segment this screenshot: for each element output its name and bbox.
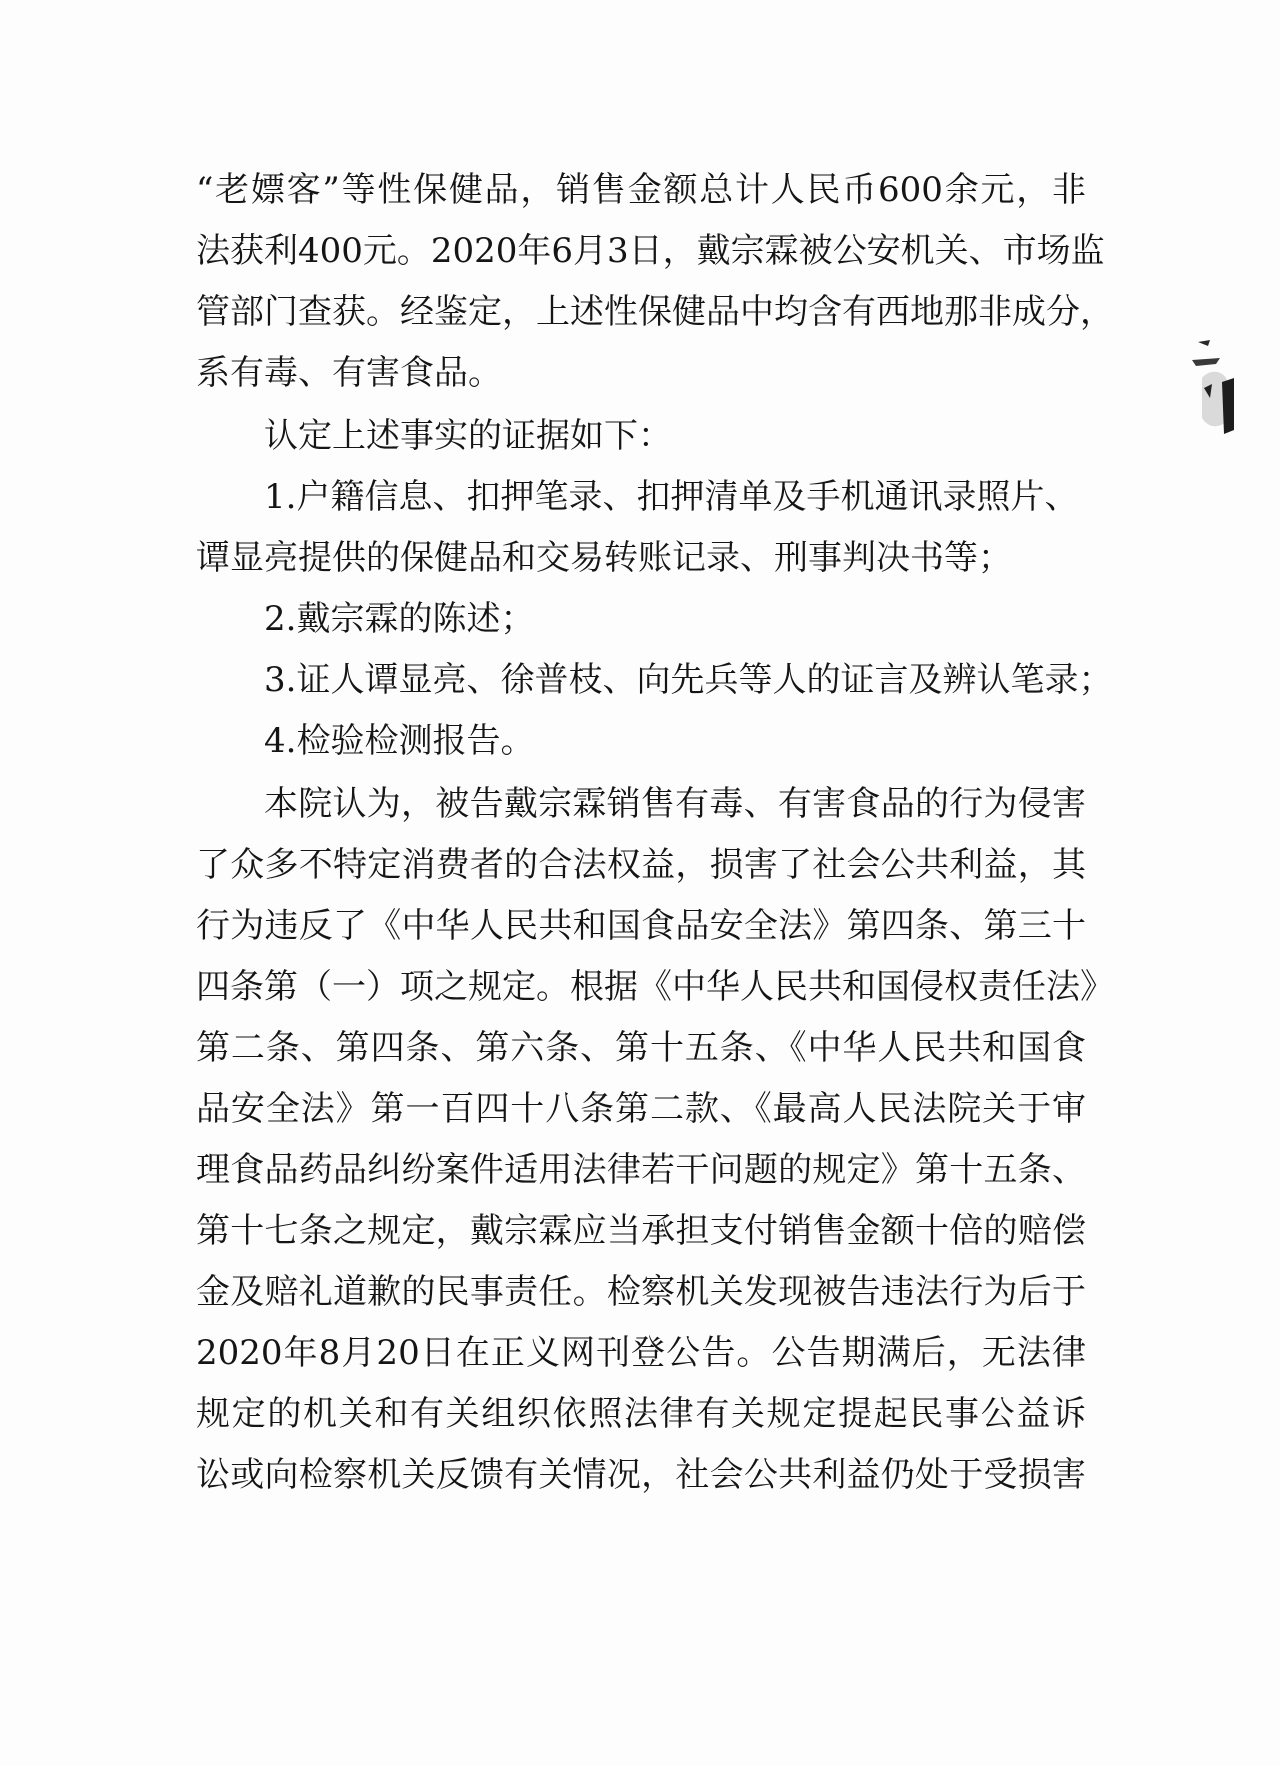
text-line: 本院认为，被告戴宗霖销售有毒、有害食品的行为侵害: [264, 784, 1086, 824]
text-line: 理食品药品纠纷案件适用法律若干问题的规定》第十五条、: [196, 1150, 1086, 1190]
text-line: 第二条、第四条、第六条、第十五条、《中华人民共和国食: [196, 1028, 1086, 1068]
text-line: 3.证人谭显亮、徐普枝、向先兵等人的证言及辨认笔录；: [264, 660, 1113, 700]
text-line: 金及赔礼道歉的民事责任。检察机关发现被告违法行为后于: [196, 1272, 1086, 1312]
text-line: 2020年8月20日在正义网刊登公告。公告期满后，无法律: [196, 1333, 1086, 1373]
text-line: 了众多不特定消费者的合法权益，损害了社会公共利益，其: [196, 845, 1086, 885]
text-line: 第十七条之规定，戴宗霖应当承担支付销售金额十倍的赔偿: [196, 1211, 1086, 1251]
text-line: “老嫖客”等性保健品，销售金额总计人民币600余元，非: [196, 170, 1086, 210]
text-line: 品安全法》第一百四十八条第二款、《最高人民法院关于审: [196, 1089, 1086, 1129]
text-line: 2.戴宗霖的陈述；: [264, 599, 535, 639]
text-line: 法获利400元。2020年6月3日，戴宗霖被公安机关、市场监: [196, 231, 1105, 271]
text-line: 管部门查获。经鉴定，上述性保健品中均含有西地那非成分，: [196, 292, 1114, 332]
text-line: 四条第（一）项之规定。根据《中华人民共和国侵权责任法》: [196, 967, 1114, 1007]
text-line: 谭显亮提供的保健品和交易转账记录、刑事判决书等；: [196, 538, 1012, 578]
text-line: 1.户籍信息、扣押笔录、扣押清单及手机通讯录照片、: [264, 477, 1079, 517]
text-line: 规定的机关和有关组织依照法律有关规定提起民事公益诉: [196, 1394, 1086, 1434]
text-line: 4.检验检测报告。: [264, 721, 535, 761]
text-line: 系有毒、有害食品。: [196, 353, 502, 393]
text-line: 行为违反了《中华人民共和国食品安全法》第四条、第三十: [196, 906, 1086, 946]
text-line: 认定上述事实的证据如下：: [264, 416, 672, 456]
text-line: 讼或向检察机关反馈有关情况，社会公共利益仍处于受损害: [196, 1455, 1086, 1495]
binding-hole-mark: [1190, 338, 1238, 436]
